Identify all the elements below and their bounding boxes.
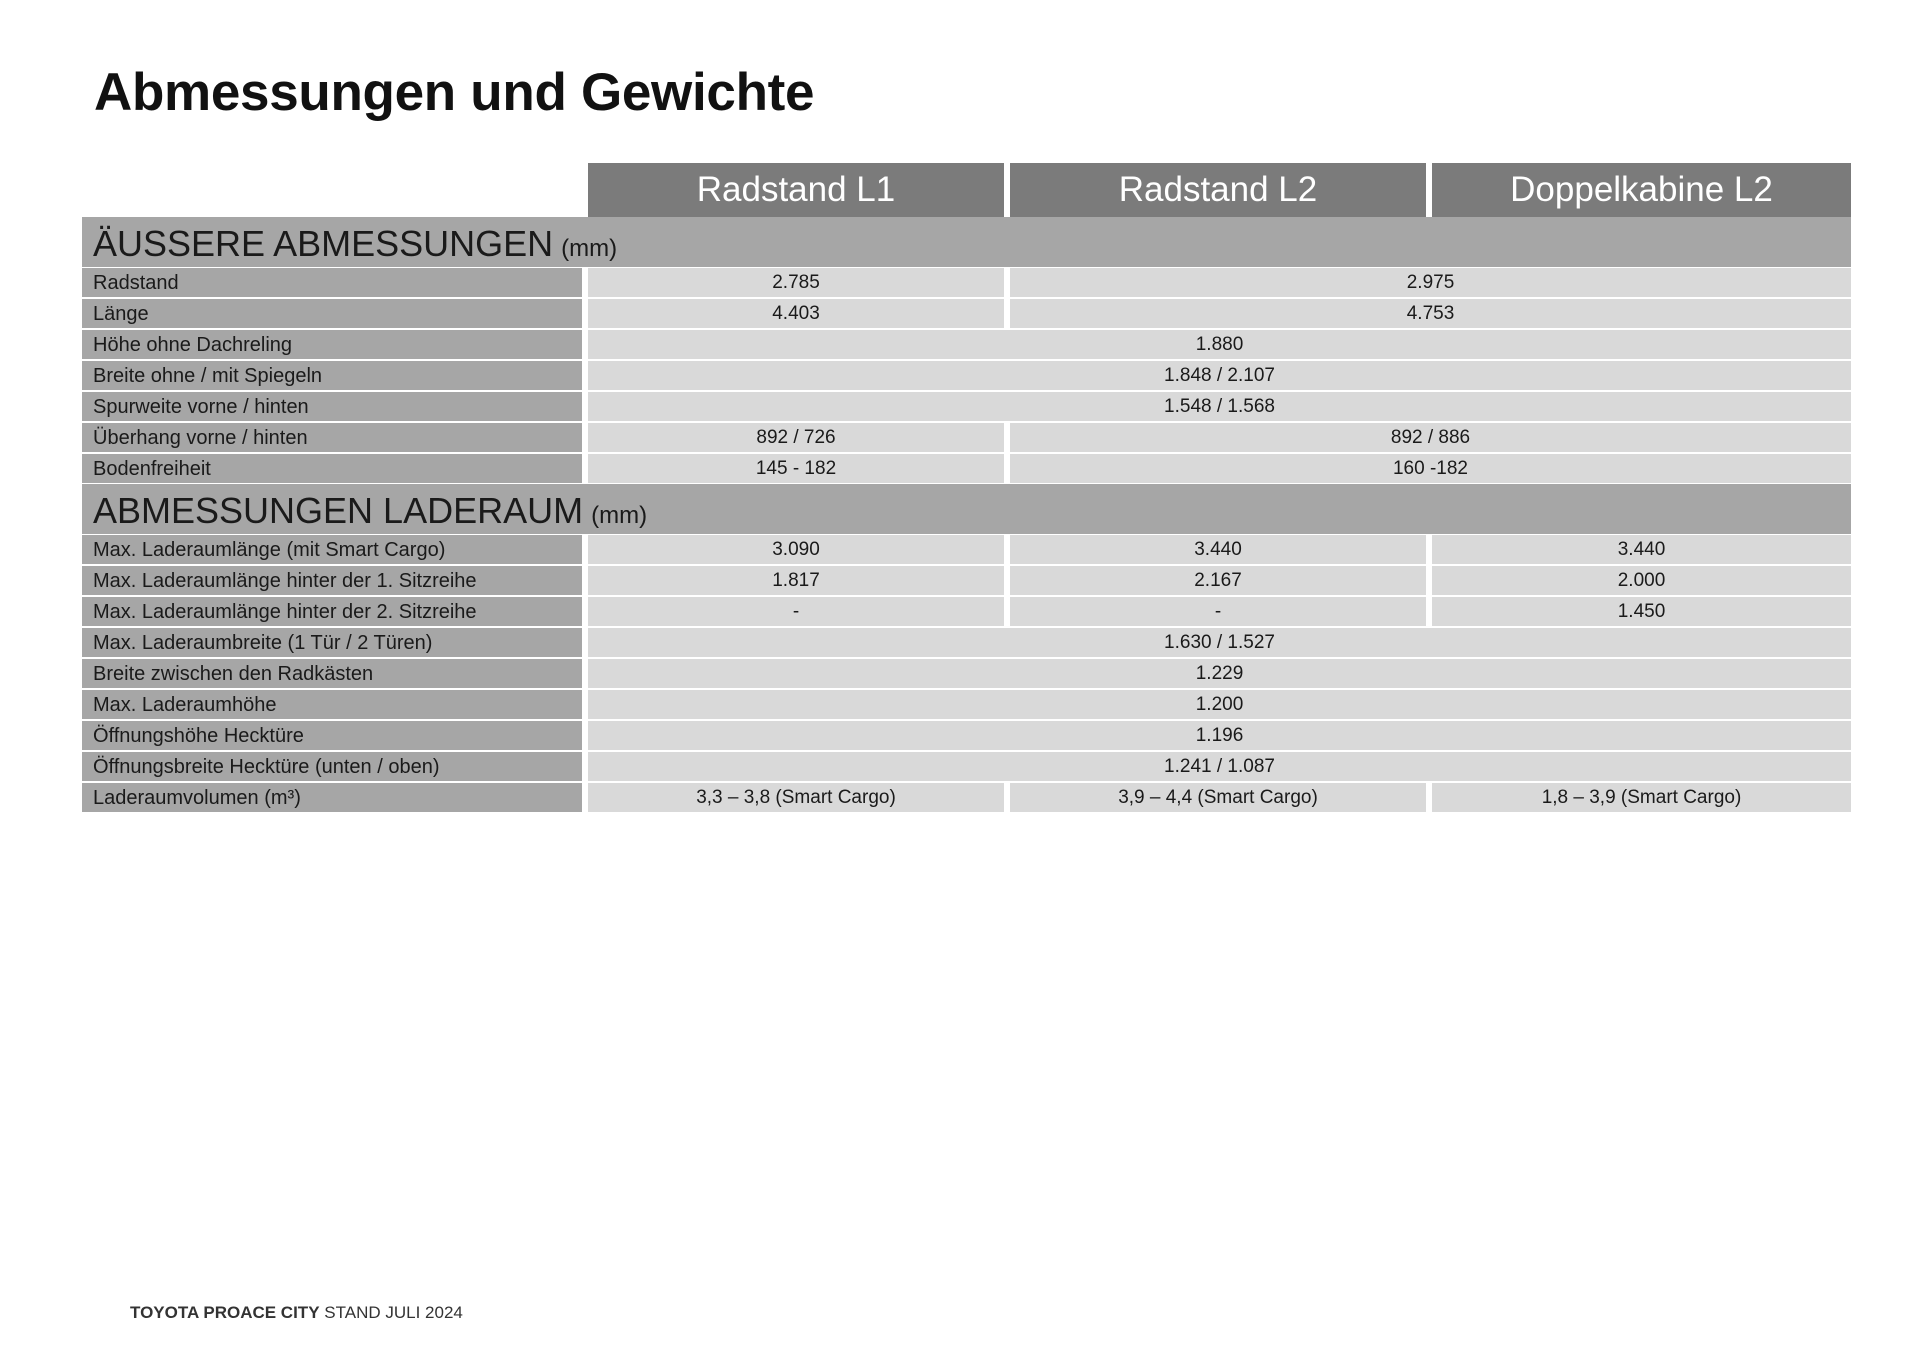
section-unit: (mm): [591, 502, 648, 529]
table-row: [82, 267, 1851, 298]
table-cell: 145 - 182: [588, 454, 1004, 483]
table-cell: -: [588, 597, 1004, 626]
table-cell: 3.440: [1010, 535, 1426, 564]
table-row: [82, 782, 1851, 813]
column-header-radstand-l2: Radstand L2: [1010, 163, 1426, 217]
row-label: Breite zwischen den Radkästen: [82, 659, 582, 688]
table-cell: 2.785: [588, 268, 1004, 297]
table-row: [82, 596, 1851, 627]
table-row: [82, 534, 1851, 565]
row-label: Laderaumvolumen (m³): [82, 783, 582, 812]
table-cell: 1.880: [588, 330, 1851, 359]
table-row: [82, 751, 1851, 782]
table-row: [82, 627, 1851, 658]
table-cell: 1.848 / 2.107: [588, 361, 1851, 390]
row-label: Höhe ohne Dachreling: [82, 330, 582, 359]
table-cell: 160 -182: [1010, 454, 1851, 483]
table-cell: 1.229: [588, 659, 1851, 688]
table-cell: 892 / 886: [1010, 423, 1851, 452]
row-label: Länge: [82, 299, 582, 328]
table-cell: 4.753: [1010, 299, 1851, 328]
table-cell: 1.196: [588, 721, 1851, 750]
table-row: [82, 453, 1851, 484]
table-row: [82, 720, 1851, 751]
footer: [130, 1303, 463, 1323]
section-header: [82, 484, 1851, 534]
table-cell: 1.450: [1432, 597, 1851, 626]
section-unit: (mm): [561, 235, 618, 262]
section-header: [82, 217, 1851, 267]
table-cell: 1.817: [588, 566, 1004, 595]
row-label: Spurweite vorne / hinten: [82, 392, 582, 421]
table-cell: 3.090: [588, 535, 1004, 564]
table-row: [82, 689, 1851, 720]
table-row: [82, 329, 1851, 360]
table-cell: 3,3 – 3,8 (Smart Cargo): [588, 783, 1004, 812]
row-label: Radstand: [82, 268, 582, 297]
row-label: Max. Laderaumlänge (mit Smart Cargo): [82, 535, 582, 564]
table-cell: 1.630 / 1.527: [588, 628, 1851, 657]
footer-date: STAND JULI 2024: [324, 1303, 463, 1322]
table-cell: 2.000: [1432, 566, 1851, 595]
table-row: [82, 391, 1851, 422]
row-label: Bodenfreiheit: [82, 454, 582, 483]
row-label: Öffnungsbreite Hecktüre (unten / oben): [82, 752, 582, 781]
row-label: Überhang vorne / hinten: [82, 423, 582, 452]
table-row: [82, 422, 1851, 453]
row-label: Max. Laderaumlänge hinter der 2. Sitzreihe: [82, 597, 582, 626]
row-label: Max. Laderaumbreite (1 Tür / 2 Türen): [82, 628, 582, 657]
table-cell: 1.548 / 1.568: [588, 392, 1851, 421]
table-cell: 3,9 – 4,4 (Smart Cargo): [1010, 783, 1426, 812]
table-row: [82, 360, 1851, 391]
column-header-doppelkabine-l2: Doppelkabine L2: [1432, 163, 1851, 217]
column-header-radstand-l1: Radstand L1: [588, 163, 1004, 217]
table-row: [82, 298, 1851, 329]
table-cell: 892 / 726: [588, 423, 1004, 452]
table-cell: 4.403: [588, 299, 1004, 328]
sections-container: [82, 217, 1851, 813]
page-title: Abmessungen und Gewichte: [94, 63, 815, 122]
row-label: Max. Laderaumhöhe: [82, 690, 582, 719]
row-label: Max. Laderaumlänge hinter der 1. Sitzreihe: [82, 566, 582, 595]
table-cell: 3.440: [1432, 535, 1851, 564]
table-cell: -: [1010, 597, 1426, 626]
table-cell: 2.975: [1010, 268, 1851, 297]
table-cell: 1,8 – 3,9 (Smart Cargo): [1432, 783, 1851, 812]
section-title-text: ABMESSUNGEN LADERAUM: [93, 490, 584, 531]
footer-brand: TOYOTA PROACE CITY: [130, 1303, 320, 1322]
table-cell: 1.200: [588, 690, 1851, 719]
row-label: Öffnungshöhe Hecktüre: [82, 721, 582, 750]
table-cell: 1.241 / 1.087: [588, 752, 1851, 781]
section-title-text: ÄUSSERE ABMESSUNGEN: [93, 223, 554, 264]
table-row: [82, 658, 1851, 689]
table-row: [82, 565, 1851, 596]
spec-table: [82, 163, 1851, 813]
table-cell: 2.167: [1010, 566, 1426, 595]
column-header-row: [82, 163, 1851, 217]
row-label: Breite ohne / mit Spiegeln: [82, 361, 582, 390]
